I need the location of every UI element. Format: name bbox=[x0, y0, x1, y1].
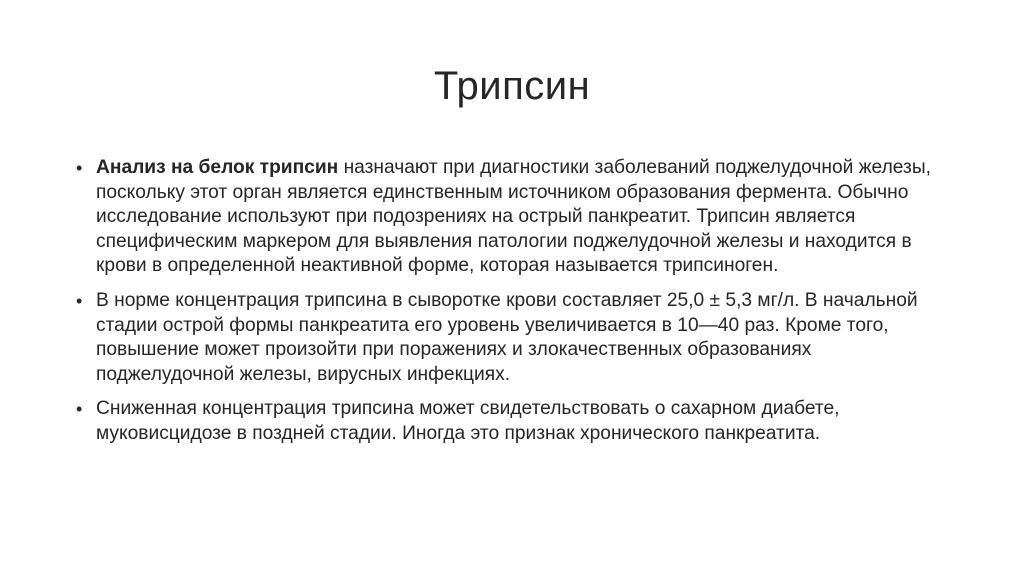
bullet-dot-icon: • bbox=[76, 399, 83, 420]
bullet-list bbox=[76, 156, 948, 457]
bullet-text: Сниженная концентрация трипсина может свидетельствовать о сахарном диабете, муковисцидозе в поздней стадии. Иногда это признак хронического панкреатита. bbox=[96, 398, 840, 444]
bullet-dot-icon: • bbox=[76, 158, 83, 178]
bullet-bold-lead: Анализ на белок трипсин bbox=[96, 157, 339, 178]
bullet-item-3 bbox=[76, 397, 948, 446]
bullet-text: В норме концентрация трипсина в сыворотке крови составляет 25,0 ± 5,3 мг/л. В начальной стадии острой формы панкреатита его уровень увеличивается в 10—40 раз. Кроме того, повышение может произойти при поражениях и злокачественных образованиях поджелудочной железы, вирусных инфекциях. bbox=[96, 289, 918, 385]
bullet-item-2 bbox=[76, 289, 948, 387]
bullet-dot-icon: • bbox=[76, 290, 83, 311]
bullet-item-1 bbox=[76, 156, 948, 279]
slide-title: Трипсин bbox=[433, 64, 591, 108]
bullet-text: назначают при диагностики заболеваний поджелудочной железы, поскольку этот орган является единственным источником образования фермента. Обычно исследование используют при подозрениях на острый панкреатит. Трипсин является специфическим маркером для выявления патологии поджелудочной железы и находится в крови в определенной неактивной форме, которая называется трипсиноген. bbox=[96, 157, 931, 277]
